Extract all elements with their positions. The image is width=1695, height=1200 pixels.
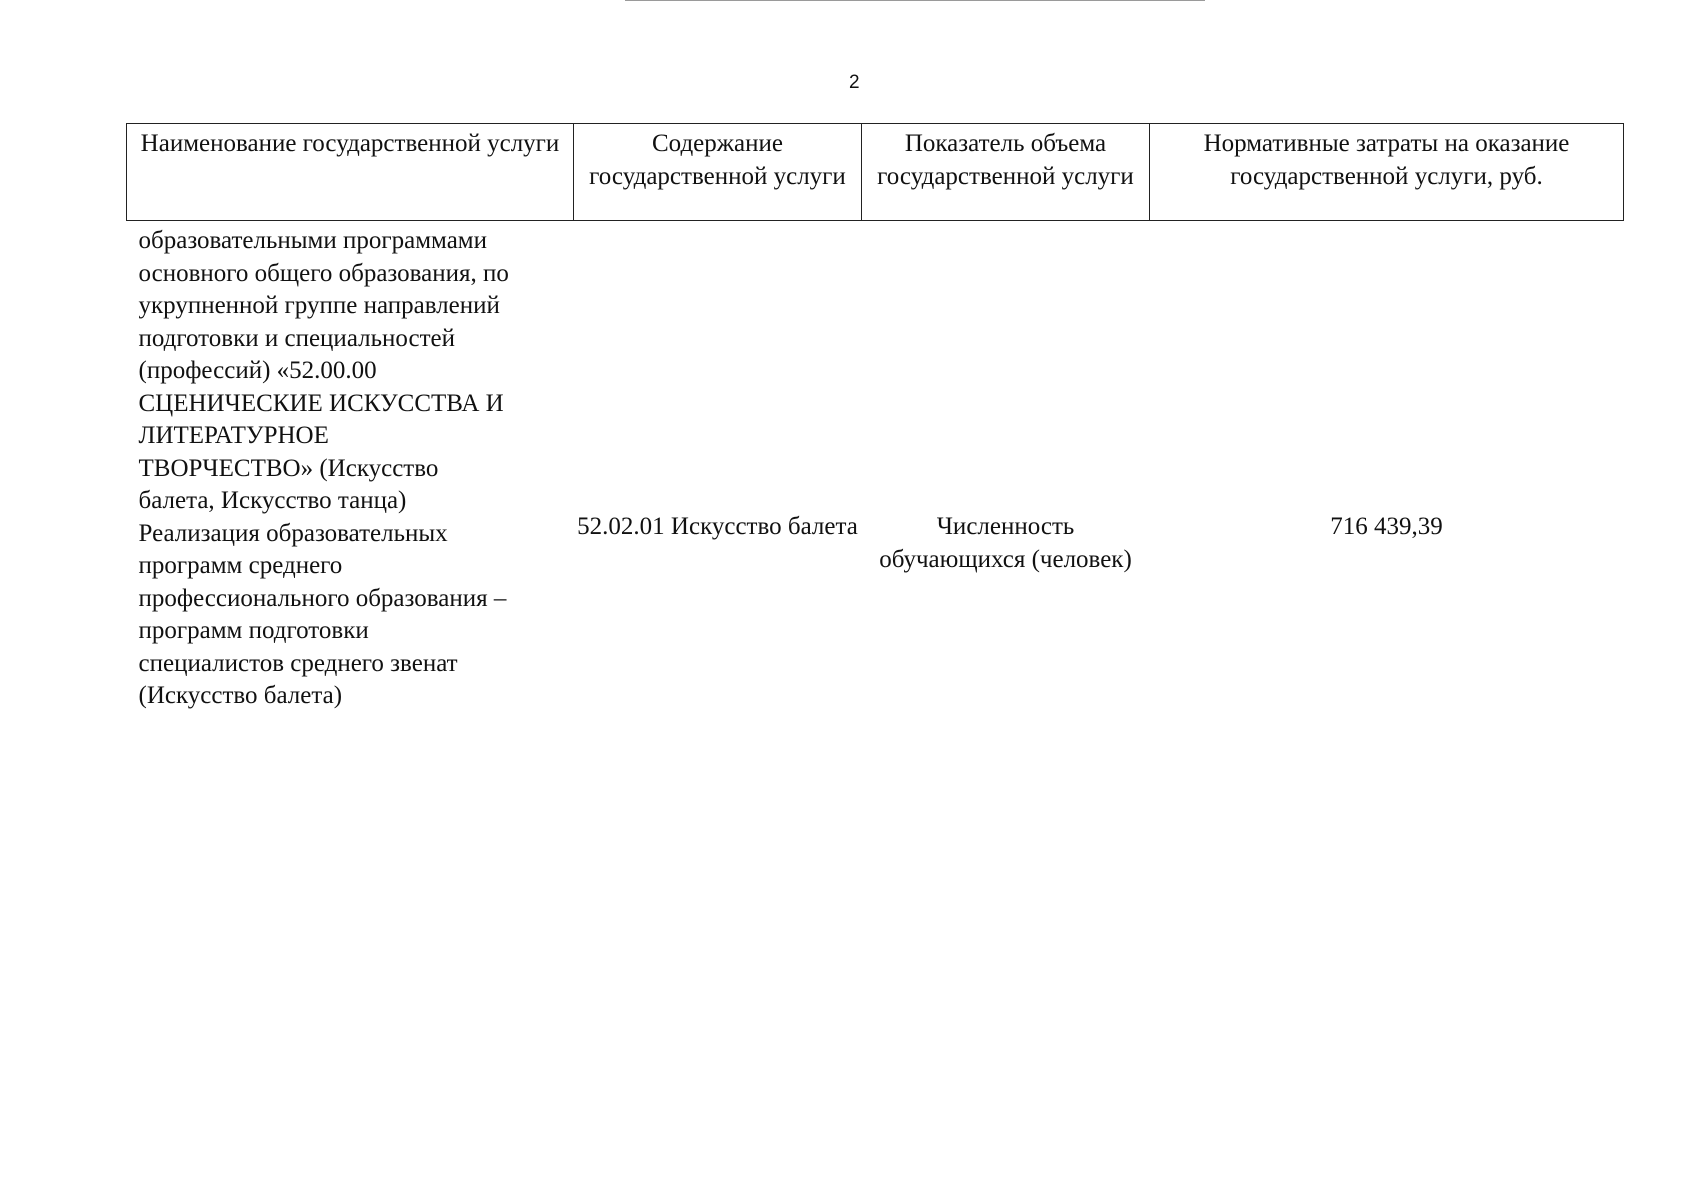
top-rule bbox=[625, 0, 1205, 1]
volume-indicator: Численность обучающихся (человек) bbox=[879, 513, 1132, 573]
table-header-row bbox=[127, 124, 1624, 221]
table-row bbox=[127, 221, 1624, 713]
header-service-name: Наименование государственной услуги bbox=[127, 124, 574, 221]
normative-costs-table bbox=[126, 123, 1624, 713]
service-content: 52.02.01 Искусство балета bbox=[577, 513, 858, 540]
normative-costs-value: 716 439,39 bbox=[1330, 513, 1443, 540]
cell-service-name bbox=[127, 221, 574, 713]
cell-normative-costs bbox=[1150, 221, 1624, 713]
cell-service-content bbox=[574, 221, 862, 713]
cell-volume-indicator bbox=[862, 221, 1150, 713]
page-number: 2 bbox=[849, 72, 860, 93]
service-name-continuation: образовательными программами основного общего образования, по укрупненной группе направлений подготовки и специальностей (профессий) «52.00.00 СЦЕНИЧЕСКИЕ ИСКУССТВА И ЛИТЕРАТУРНОЕ ТВОРЧЕСТВО» (Искусство балета, Искусство танца) bbox=[138, 227, 509, 514]
header-normative-costs: Нормативные затраты на оказание государственной услуги, руб. bbox=[1150, 124, 1624, 221]
header-service-content: Содержание государственной услуги bbox=[574, 124, 862, 221]
header-volume-indicator: Показатель объема государственной услуги bbox=[862, 124, 1150, 221]
service-name-second: Реализация образовательных программ среднего профессионального образования – программ подготовки специалистов среднего звенат (Искусство балета) bbox=[138, 519, 507, 709]
